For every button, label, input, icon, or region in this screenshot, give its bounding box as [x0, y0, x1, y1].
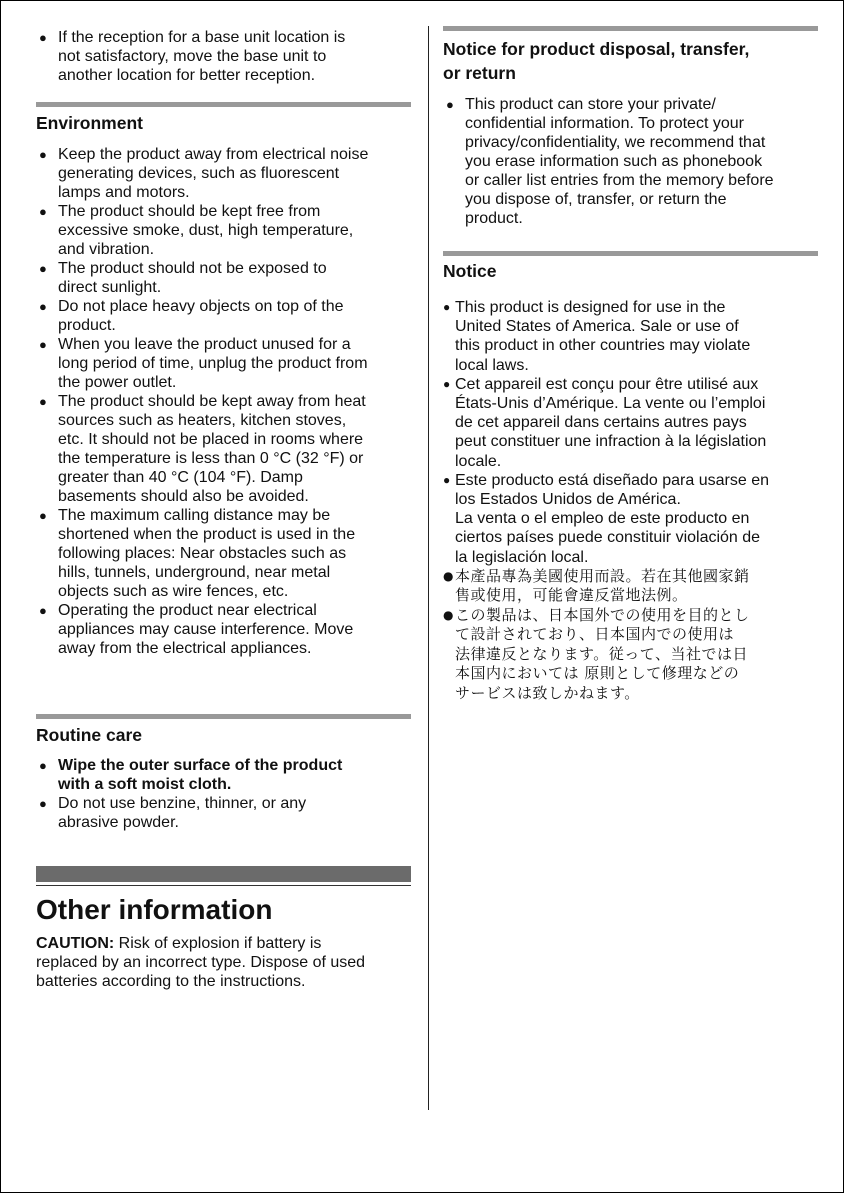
section-bar: [443, 251, 818, 256]
bullet-icon: ●: [443, 376, 451, 391]
bullet-icon: ●: [39, 204, 47, 219]
bullet-icon: ●: [443, 472, 451, 487]
bullet-icon: ●: [39, 30, 47, 45]
column-divider: [428, 26, 429, 1110]
list-item: ● The product should not be exposed to direct sunlight.: [39, 260, 327, 296]
bullet-icon: ●: [443, 568, 454, 583]
list-item: ● Cet appareil est conçu pour être utilisé aux États-Unis d’Amérique. La vente ou l’emploi de cet appareil dans certains autres pays peut constituer une infraction à la législation locale.: [443, 375, 767, 470]
list-item: ● When you leave the product unused for a long period of time, unplug the product from the power outlet.: [39, 336, 368, 391]
caution-text: Risk of explosion if battery is replaced by an incorrect type. Dispose of used batteries according to the instructions.: [36, 935, 366, 990]
bullet-icon: ●: [443, 607, 454, 622]
intro-bullet-list: [36, 28, 414, 85]
notice-heading: Notice: [443, 261, 497, 281]
bullet-icon: ●: [39, 261, 47, 276]
disposal-bullet-list: [443, 95, 823, 228]
section-bar: [36, 714, 411, 719]
bullet-icon: ●: [39, 337, 47, 352]
section-bar: [443, 26, 818, 31]
bullet-icon: ●: [39, 299, 47, 314]
list-item: ● This product can store your private/ confidential information. To protect your privacy/confidentiality, we recommend that you erase information such as phonebook or caller list entries from the memory before you dispose of, transfer, or return the product.: [446, 96, 774, 227]
bullet-icon: ●: [446, 97, 454, 112]
bullet-icon: ●: [39, 603, 47, 618]
notice-bullet-list: [443, 298, 823, 703]
list-item: ● The product should be kept free from excessive smoke, dust, high temperature, and vibration.: [39, 203, 354, 258]
list-item: ● 本產品專為美國使用而設。若在其他國家銷 售或使用，可能會違反當地法例。: [443, 566, 750, 605]
environment-bullet-list: [36, 145, 414, 658]
list-item: ● If the reception for a base unit location is not satisfactory, move the base unit to another location for better reception.: [39, 29, 346, 84]
list-item: ● This product is designed for use in the United States of America. Sale or use of this product in other countries may violate local laws.: [443, 299, 751, 374]
list-item: ● The maximum calling distance may be shortened when the product is used in the following places: Near obstacles such as hills, tunnels, underground, near metal objects such as wire fences, etc.: [39, 507, 356, 600]
list-item: ● この製品は、日本国外での使用を目的とし て設計されており、日本国内での使用は 法律違反となります。従って、当社では日 本国内においては 原則として修理などの サービスは致しかねます。: [443, 605, 750, 702]
list-item: ● Keep the product away from electrical noise generating devices, such as fluorescent lamps and motors.: [39, 146, 369, 201]
bullet-icon: ●: [39, 147, 47, 162]
list-item: ● Wipe the outer surface of the product with a soft moist cloth.: [39, 757, 343, 793]
routine-care-heading: Routine care: [36, 725, 142, 745]
environment-heading: Environment: [36, 113, 143, 133]
bullet-icon: ●: [39, 758, 47, 773]
list-item: ● Este producto está diseñado para usarse en los Estados Unidos de América. La venta o el empleo de este producto en ciertos países puede constituir violación de la legislación local.: [443, 471, 769, 566]
caution-label: CAUTION:: [36, 935, 115, 952]
bullet-icon: ●: [39, 508, 47, 523]
bullet-icon: ●: [39, 796, 47, 811]
routine-care-bullet-list: [36, 756, 414, 832]
list-item: ● The product should be kept away from heat sources such as heaters, kitchen stoves, etc. It should not be placed in rooms where the temperature is less than 0 °C (32 °F) or greater than 40 °C (104 °F). Damp basements should also be avoided.: [39, 393, 366, 505]
caution-paragraph: [36, 934, 414, 991]
list-item: ● Operating the product near electrical appliances may cause interference. Move away from the electrical appliances.: [39, 602, 354, 657]
list-item: ● Do not use benzine, thinner, or any abrasive powder.: [39, 795, 307, 831]
list-item: ● Do not place heavy objects on top of the product.: [39, 298, 344, 334]
other-information-rule: [36, 885, 411, 886]
bullet-icon: ●: [443, 300, 451, 314]
section-bar: [36, 102, 411, 107]
other-information-bar: [36, 866, 411, 882]
bullet-icon: ●: [39, 394, 47, 409]
disposal-heading-line1: Notice for product disposal, transfer,: [443, 39, 750, 59]
disposal-heading-line2: or return: [443, 63, 516, 83]
other-information-title: Other information: [36, 894, 273, 925]
